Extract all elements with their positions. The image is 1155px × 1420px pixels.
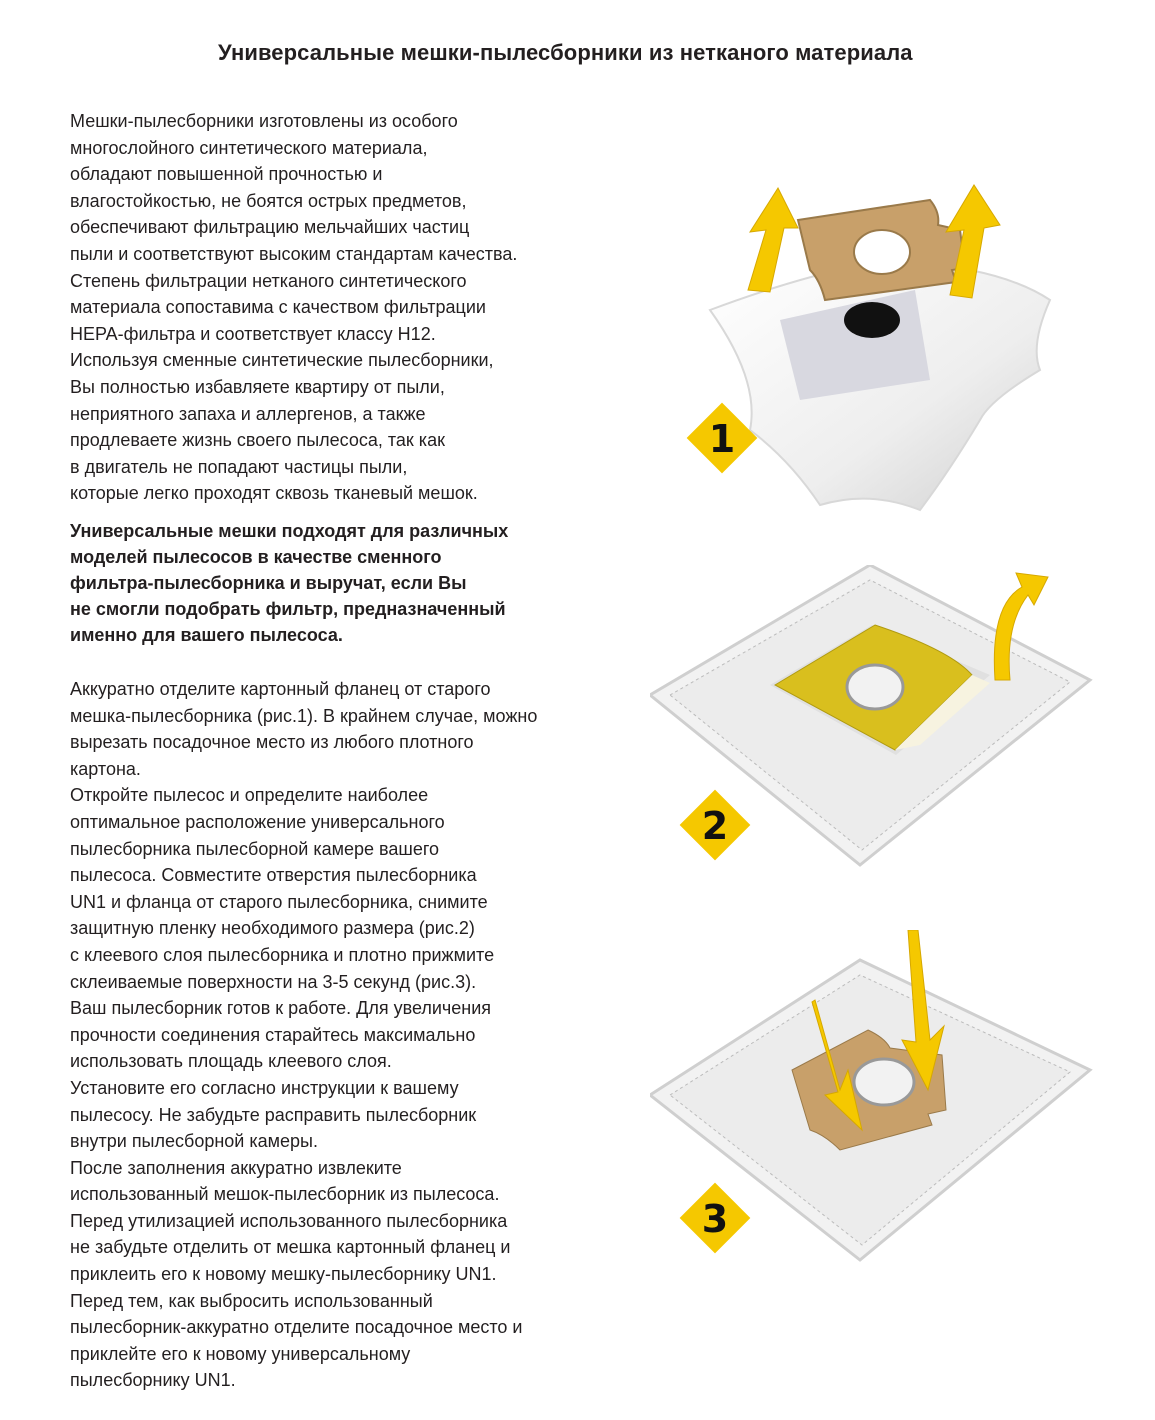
highlight-text-line: именно для вашего пылесоса. [70,625,343,645]
instruction-text-line: Перед тем, как выбросить использованный [70,1290,433,1311]
step-2-number: 2 [701,804,729,848]
instruction-text-line: Откройте пылесос и определите наиболее [70,785,429,806]
instruction-text-line: Ваш пылесборник готов к работе. Для увеличения [70,998,492,1019]
step-1-figure [670,170,1090,540]
instruction-text-line: мешка-пылесборника (рис.1). В крайнем случае, можно [70,705,538,726]
step-2-figure [650,565,1110,875]
page-title: Универсальные мешки-пылесборники из нетканого материала [218,40,913,65]
instruction-text-line: оптимальное расположение универсального [70,811,445,832]
intro-text-line: HEPA-фильтра и соответствует классу H12. [70,323,436,344]
highlight-text-line: Универсальные мешки подходят для различных [70,521,509,541]
instruction-text-line: не забудьте отделить от мешка картонный фланец и [70,1237,511,1258]
instruction-text-line: внутри пылесборной камеры. [70,1131,318,1152]
instruction-text-line: пылесборнику UN1. [70,1370,236,1391]
instruction-text-line: картона. [70,758,141,779]
highlight-text-line: фильтра-пылесборника и выручат, если Вы [70,573,467,593]
bag-with-flange-removal-illustration [670,170,1090,540]
step-3-figure [650,930,1110,1270]
instruction-text-line: склеиваемые поверхности на 3-5 секунд (рис.3). [70,971,477,992]
intro-text-line: материала сопоставима с качеством фильтрации [70,297,486,318]
instruction-text-line: пылесборника пылесборной камере вашего [70,838,440,859]
instruction-text-line: Установите его согласно инструкции к вашему [70,1077,459,1098]
intro-text-line: Мешки-пылесборники изготовлены из особого [70,111,458,131]
instructions-paragraph [70,676,630,1394]
intro-text-line: продлеваете жизнь своего пылесоса, так как [70,430,445,451]
intro-text-line: влагостойкостью, не боятся острых предметов, [70,190,467,211]
intro-text-line: в двигатель не попадают частицы пыли, [70,456,408,477]
intro-text-line: которые легко проходят сквозь тканевый мешок. [70,483,478,504]
instruction-text-line: прочности соединения старайтесь максимально [70,1024,476,1045]
intro-text-line: многослойного синтетического материала, [70,137,428,158]
instruction-text-line: UN1 и фланца от старого пылесборника, снимите [70,891,488,912]
instruction-text-line: Аккуратно отделите картонный фланец от старого [70,679,491,699]
instruction-text-line: приклеить его к новому мешку-пылесборнику UN1. [70,1264,497,1285]
highlight-paragraph [70,518,630,648]
intro-text-line: неприятного запаха и аллергенов, а также [70,403,426,424]
highlight-text-line: не смогли подобрать фильтр, предназначенный [70,599,506,619]
step-3-number: 3 [701,1197,729,1241]
instruction-text-line: приклейте его к новому универсальному [70,1343,411,1364]
intro-text-line: пыли и соответствуют высоким стандартам качества. [70,243,518,264]
instruction-text-line: пылесосу. Не забудьте расправить пылесборник [70,1104,477,1125]
instruction-text-line: Перед утилизацией использованного пылесборника [70,1210,508,1231]
instruction-text-line: защитную пленку необходимого размера (рис.2) [70,918,475,939]
step-1-number: 1 [708,417,736,461]
intro-text-line: обладают повышенной прочностью и [70,164,383,185]
intro-text-line: Вы полностью избавляете квартиру от пыли, [70,376,445,397]
instruction-text-line: использовать площадь клеевого слоя. [70,1051,392,1072]
instruction-text-line: пылесборник-аккуратно отделите посадочное место и [70,1317,523,1338]
instruction-text-line: использованный мешок-пылесборник из пылесоса. [70,1184,500,1205]
intro-text-line: Степень фильтрации нетканого синтетического [70,270,467,291]
instruction-text-line: пылесоса. Совместите отверстия пылесборника [70,865,477,886]
instruction-text-line: вырезать посадочное место из любого плотного [70,732,474,753]
instruction-text-line: с клеевого слоя пылесборника и плотно прижмите [70,944,495,965]
intro-paragraph [70,108,630,507]
bag-peeling-film-illustration [650,565,1110,875]
intro-text-line: Используя сменные синтетические пылесборники, [70,350,494,371]
intro-text-line: обеспечивают фильтрацию мельчайших частиц [70,217,470,238]
instruction-text-line: После заполнения аккуратно извлеките [70,1157,402,1178]
highlight-text-line: моделей пылесосов в качестве сменного [70,547,442,567]
bag-pressing-flange-illustration [650,930,1110,1270]
